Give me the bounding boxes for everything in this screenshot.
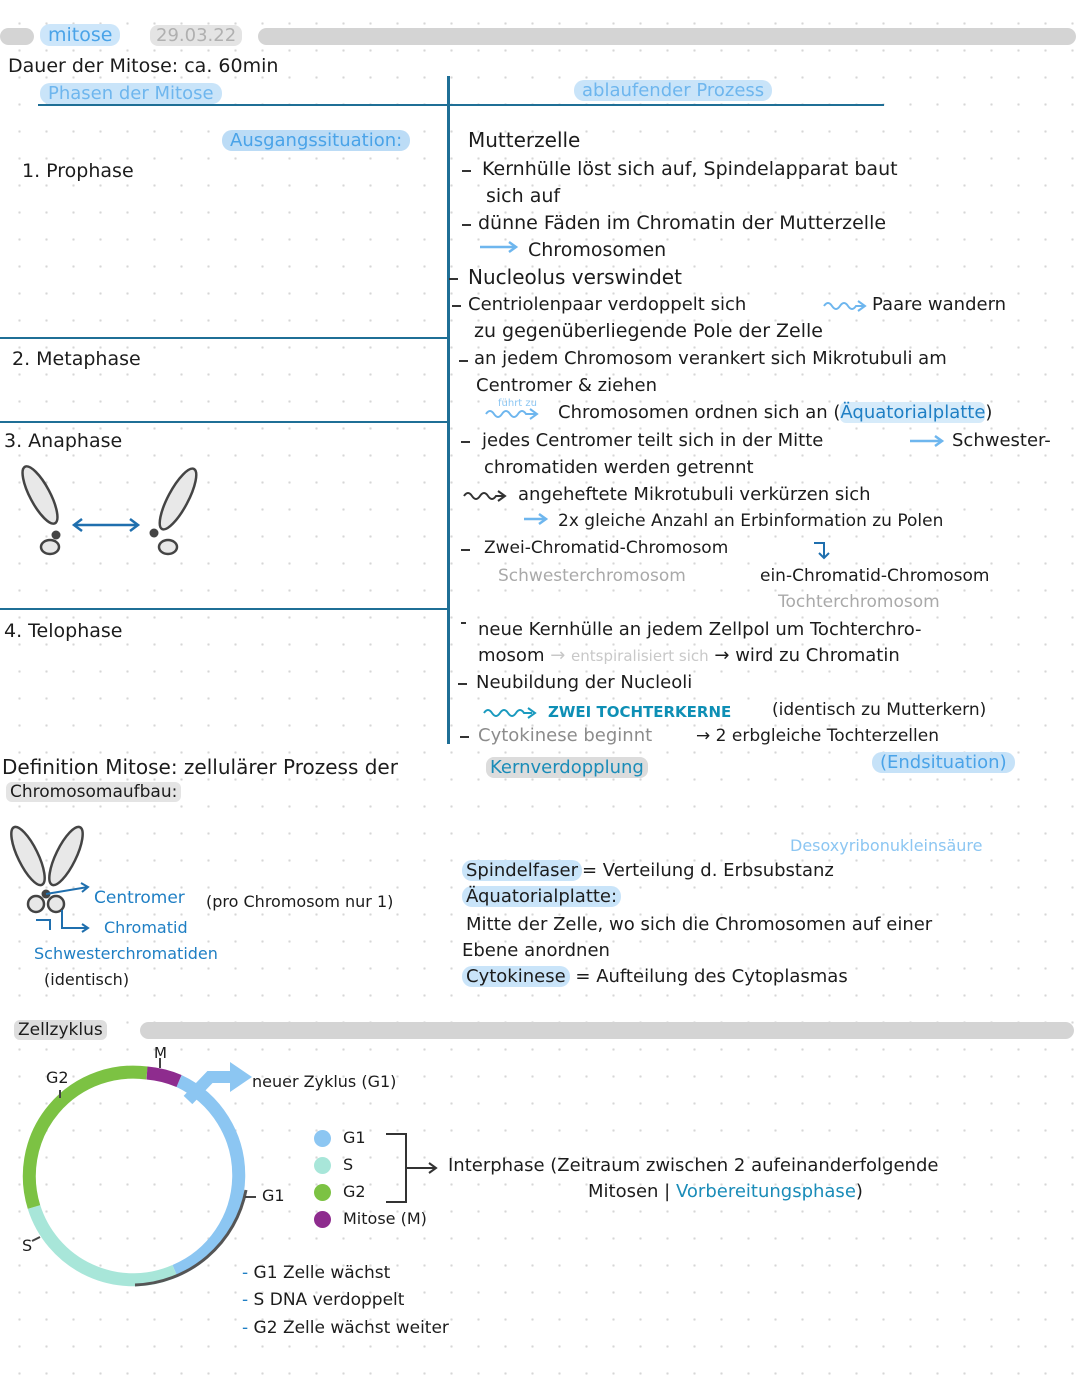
note-dash: - [242, 1318, 249, 1338]
chromosome-title: Chromosomaufbau: [6, 782, 181, 802]
aequatorialplatte-term: Äquatorialplatte: [462, 886, 621, 907]
metaphase-line-1: an jedem Chromosom verankert sich Mikrotubuli am [474, 348, 947, 369]
metaphase-line-2-end: ) [985, 402, 993, 423]
start-label: Ausgangssituation: [222, 130, 410, 151]
legend-dot-m [314, 1211, 331, 1228]
bullet-dash [460, 736, 469, 738]
zwei-tochterkerne: ZWEI TOCHTERKERNE [548, 703, 732, 721]
row-line-1 [0, 337, 447, 339]
cycle-label-s: S [22, 1236, 33, 1255]
date: 29.03.22 [150, 25, 242, 46]
arrow-right-icon [478, 240, 522, 254]
note-dash: - [242, 1263, 249, 1283]
spindelfaser-term: Spindelfaser [462, 860, 582, 881]
prophase-line-1b: sich auf [486, 185, 561, 207]
phase-prophase: 1. Prophase [22, 160, 134, 182]
telophase-line-1c: wird zu Chromatin [735, 645, 900, 666]
note-s-text: S DNA verdoppelt [253, 1290, 405, 1310]
definition-highlight: Kernverdopplung [486, 757, 648, 778]
bullet-dash [458, 683, 467, 685]
metaphase-tiny-note: führt zu [498, 398, 537, 409]
spindelfaser-def: = Verteilung d. Erbsubstanz [581, 860, 834, 881]
vorbereitungsphase: Vorbereitungsphase [675, 1181, 856, 1202]
cycle-restart-arrowhead [230, 1062, 252, 1092]
anaphase-line-1c: chromatiden werden getrennt [484, 457, 754, 478]
squiggle-arrow-icon [484, 406, 554, 420]
table-divider [447, 76, 450, 744]
bullet-dash [462, 170, 471, 172]
aequatorialplatte-def-2: Ebene anordnen [462, 940, 610, 961]
prophase-line-2: dünne Fäden im Chromatin der Mutterzelle [478, 212, 887, 234]
telophase-line-2: Neubildung der Nucleoli [476, 672, 693, 693]
legend-label-g2: G2 [343, 1182, 366, 1201]
interphase-line-2 [588, 1181, 863, 1202]
legend-g2 [314, 1182, 366, 1201]
squiggle-arrow-icon [822, 298, 868, 312]
cytokinese-def: = Aufteilung des Cytoplasmas [575, 966, 848, 987]
note-dash: - [242, 1290, 249, 1310]
bullet-dash [461, 441, 470, 443]
legend-label-s: S [343, 1155, 354, 1174]
anaphase-line-1: jedes Centromer teilt sich in der Mitte [482, 430, 824, 451]
page-title: mitose [40, 24, 120, 46]
telophase-line-1b-text: mosom [478, 645, 545, 666]
legend-g1 [314, 1128, 366, 1147]
centromer-left [52, 531, 61, 540]
dna-note: Desoxyribonukleinsäure [790, 836, 983, 855]
squiggle-arrow-icon [462, 488, 514, 502]
arrow-icon: → [696, 726, 711, 746]
identisch-label: (identisch) [44, 970, 130, 989]
pointer-arrows-icon [34, 880, 94, 940]
prophase-line-3: Nucleolus verswindet [468, 265, 682, 289]
new-cycle-label: neuer Zyklus (G1) [252, 1072, 397, 1091]
double-arrow-icon [74, 519, 138, 531]
header-bar [258, 28, 1076, 45]
schwesterchromosom-label: Schwesterchromosom [498, 566, 686, 586]
legend-m [314, 1209, 427, 1228]
note-g1-text: G1 Zelle wächst [253, 1263, 391, 1283]
schwesterchromatiden-label: Schwesterchromatiden [34, 944, 218, 963]
duration-text: Dauer der Mitose: ca. 60min [8, 55, 279, 77]
bracket-arrow-icon [384, 1132, 444, 1208]
chromatid-label: Chromatid [104, 918, 188, 937]
aequatorialplatte-highlight: Äquatorialplatte [840, 402, 986, 423]
bullet-dash [449, 278, 458, 280]
start-value: Mutterzelle [468, 128, 581, 152]
phase-telophase: 4. Telophase [4, 620, 123, 642]
zellzyklus-bar [140, 1022, 1074, 1039]
cycle-label-m: M [154, 1044, 167, 1062]
definition-label: Definition Mitose: zellulärer Prozess der [2, 755, 398, 779]
cycle-s-segment [34, 1207, 175, 1280]
anaphase-line-2: angeheftete Mikrotubuli verkürzen sich [518, 484, 871, 505]
bullet-dash [461, 622, 466, 624]
interphase-line-2-text: Mitosen | [588, 1181, 671, 1202]
cycle-label-g2: G2 [46, 1068, 69, 1087]
tochterchromosom-label: Tochterchromosom [778, 592, 940, 612]
chromatid-right [153, 464, 203, 554]
cycle-g2-segment [29, 1072, 147, 1207]
cytokinese-term: Cytokinese [462, 966, 570, 987]
col-header-left: Phasen der Mitose [40, 83, 222, 104]
legend-s [314, 1155, 353, 1174]
centromer-label: Centromer [94, 888, 185, 908]
cycle-m-segment [147, 1073, 179, 1081]
centromer-note: (pro Chromosom nur 1) [206, 892, 394, 911]
row-line-2 [0, 421, 447, 423]
prophase-line-4b: Paare wandern [872, 294, 1007, 315]
legend-label-m: Mitose (M) [343, 1209, 427, 1228]
bullet-dash [452, 305, 461, 307]
telophase-line-4-text: 2 erbgleiche Tochterzellen [715, 726, 939, 746]
table-header-line [38, 104, 884, 106]
cytokinese-beginnt: Cytokinese beginnt [478, 725, 653, 746]
telophase-line-1b [478, 645, 900, 666]
prophase-line-2b: Chromosomen [528, 239, 667, 261]
entspiralisiert-note: entspiralisiert sich [571, 647, 709, 665]
spindel-line [462, 860, 834, 881]
telophase-line-3: (identisch zu Mutterkern) [772, 700, 987, 720]
anaphase-line-4: Zwei-Chromatid-Chromosom [484, 538, 729, 558]
bullet-dash [461, 549, 470, 551]
telophase-line-4 [696, 726, 939, 746]
prophase-line-4c: zu gegenüberliegende Pole der Zelle [474, 320, 823, 342]
note-s [242, 1290, 404, 1310]
note-g2 [242, 1318, 449, 1338]
col-header-right: ablaufender Prozess [574, 80, 772, 101]
telophase-line-1: neue Kernhülle an jedem Zellpol um Tochterchro- [478, 619, 922, 640]
row-line-3 [0, 608, 447, 610]
zellzyklus-title: Zellzyklus [14, 1020, 107, 1040]
phase-anaphase: 3. Anaphase [4, 430, 123, 452]
anaphase-line-3: 2x gleiche Anzahl an Erbinformation zu Polen [558, 511, 944, 531]
arrow-down-icon [812, 540, 832, 562]
arrow-right-icon [522, 512, 552, 526]
note-g2-text: G2 Zelle wächst weiter [253, 1318, 449, 1338]
centromer-right [150, 529, 159, 538]
note-g1 [242, 1263, 390, 1283]
legend-dot-g1 [314, 1130, 331, 1147]
chromatid-left [16, 462, 64, 554]
bullet-dash [462, 224, 471, 226]
metaphase-line-1b: Centromer & ziehen [476, 375, 658, 396]
legend-dot-g2 [314, 1184, 331, 1201]
cycle-g1-segment [175, 1081, 239, 1271]
end-label: (Endsituation) [872, 752, 1015, 773]
arrow-icon: → [550, 645, 566, 666]
anaphase-line-1b: Schwester- [952, 430, 1051, 451]
anaphase-chromosomes-illustration [10, 465, 210, 565]
cycle-label-g1: G1 [262, 1186, 285, 1205]
aequatorialplatte-def-1: Mitte der Zelle, wo sich die Chromosomen auf einer [466, 914, 933, 935]
metaphase-line-2 [558, 402, 992, 423]
legend-dot-s [314, 1157, 331, 1174]
metaphase-line-2-text: Chromosomen ordnen sich an ( [558, 402, 841, 423]
anaphase-line-4-right: ein-Chromatid-Chromosom [760, 566, 990, 586]
legend-label-g1: G1 [343, 1128, 366, 1147]
phase-metaphase: 2. Metaphase [12, 348, 141, 370]
interphase-line-1: Interphase (Zeitraum zwischen 2 aufeinanderfolgende [448, 1155, 939, 1176]
arrow-right-icon [908, 434, 948, 448]
prophase-line-4: Centriolenpaar verdoppelt sich [468, 294, 747, 315]
squiggle-arrow-icon [482, 705, 544, 719]
header-bar-left [0, 28, 34, 45]
interphase-line-2-end: ) [855, 1181, 863, 1202]
arrow-icon: → [714, 645, 730, 666]
bullet-dash [459, 360, 468, 362]
cytokinese-line [462, 966, 848, 987]
prophase-line-1: Kernhülle löst sich auf, Spindelapparat baut [482, 158, 898, 180]
